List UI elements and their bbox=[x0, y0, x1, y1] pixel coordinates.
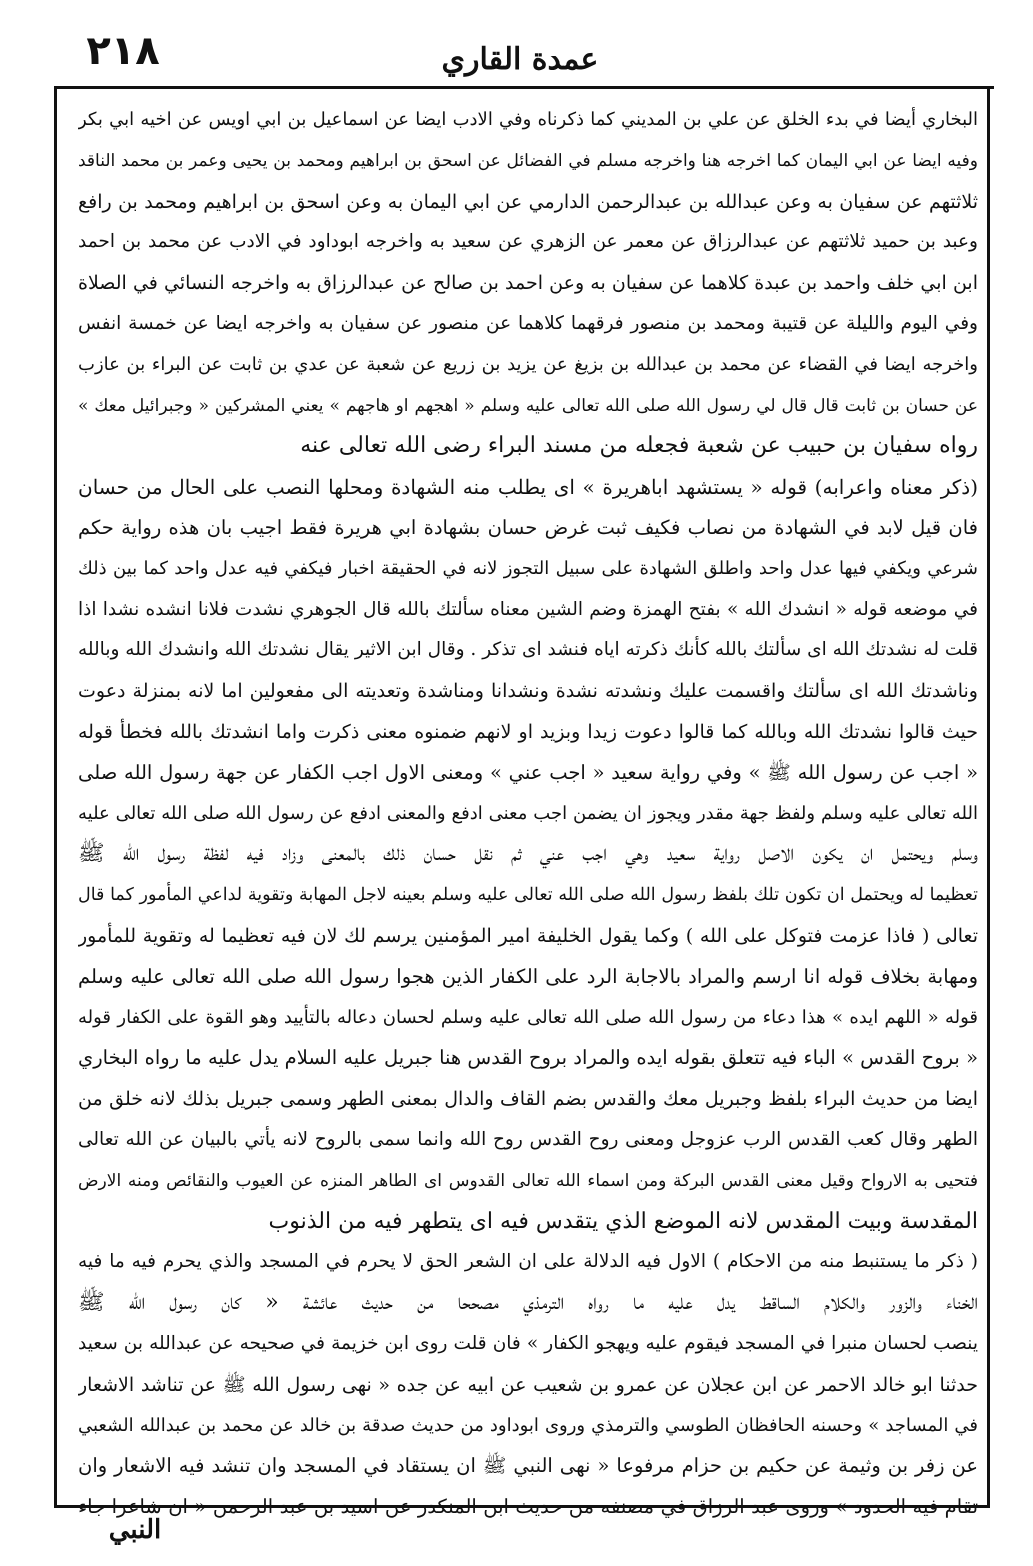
text-line: فان قيل لابد في الشهادة من نصاب فكيف ثبت غرض حسان بشهادة ابي هريرة فقط اجيب بان هذه رواية حكم bbox=[78, 515, 978, 539]
text-line: المقدسة وبيت المقدس لانه الموضع الذي يتقدس فيه اى يتطهر فيه من الذنوب bbox=[268, 1208, 978, 1234]
text-line: الخناء والزور والكلام الساقط يدل عليه ما رواه الترمذي مصححا من حديث عائشة « كان رسول الله ﷺ bbox=[78, 1290, 978, 1316]
text-line: وفيه ايضا عن ابي اليمان كما اخرجه هنا واخرجه مسلم في الفضائل عن اسحق بن ابراهيم ومحمد بن يحيى وعمر بن محمد الناقد bbox=[78, 150, 978, 171]
text-line: تقام فيه الحدود » وروى عبد الرزاق في مصنفه من حديث ابن المنكدر عن اسيد بن عبد الرحمن « ان شاعرا جاء bbox=[78, 1495, 978, 1519]
text-line: عن زفر بن وثيمة عن حكيم بن حزام مرفوعا « نهى النبي ﷺ ان يستقاد في المسجد وان تنشد فيه الاشعار وان bbox=[78, 1454, 978, 1478]
text-line: شرعي ويكفي فيها عدل واحد واطلق الشهادة على سبيل التجوز لانه في الحقيقة اخبار فيكفي فيه عدل واحد كما بين ذلك bbox=[78, 557, 978, 579]
text-line: في موضعه قوله « انشدك الله » بفتح الهمزة وضم الشين معناه سألتك بالله قال الجوهري نشدت فلانا انشده نشدا اذا bbox=[78, 598, 978, 620]
text-line: الطهر وقال كعب القدس الرب عزوجل ومعنى روح القدس روح الله وانما سمى بالروح لانه يأتي بالبيان عن الله تعالى bbox=[78, 1128, 978, 1150]
text-line: وناشدتك الله اى سألتك واقسمت عليك ونشدته نشدة ونشدانا ومناشدة وتعديته الى مفعولين اما لانه بمنزلة دعوت bbox=[78, 680, 978, 703]
text-line: ابن ابي خلف واحمد بن عبدة كلاهما عن سفيان به وعن احمد بن صالح عن عبدالرزاق به واخرجه النسائي في الصلاة bbox=[78, 272, 978, 295]
text-line: عن حسان بن ثابت قال قال لي رسول الله صلى الله تعالى عليه وسلم « اهجهم او هاجهم » يعني المشركين « وجبرائيل معك » bbox=[78, 395, 978, 416]
text-line: « بروح القدس » الباء فيه تتعلق بقوله ايده والمراد بروح القدس هنا جبريل عليه السلام يدل عليه ما رواه البخاري bbox=[78, 1046, 978, 1070]
text-line: حيث قالوا نشدتك الله وبالله كما قالوا دعوت زيدا وبزيد او لانهم ضمنوه معنى ذكرت واما انشدتك بالله فخطأ قوله bbox=[78, 720, 978, 743]
text-line: وعبد بن حميد ثلاثتهم عن عبدالرزاق عن معمر عن الزهري عن سعيد به واخرجه ابوداود في الادب عن محمد بن احمد bbox=[78, 231, 978, 253]
text-line: ينصب لحسان منبرا في المسجد فيقوم عليه ويهجو الكفار » فان قلت روى ابن خزيمة في صحيحه عن عبدالله بن سعيد bbox=[78, 1332, 978, 1354]
body-text bbox=[78, 100, 978, 1528]
text-line: قلت له نشدتك الله اى سألتك بالله كأنك ذكرته اياه فنشد اى تذكر . وقال ابن الاثير يقال نشدتك الله وانشدك الله وبالله bbox=[78, 639, 978, 661]
text-line: وفي اليوم والليلة عن قتيبة ومحمد بن منصور فرقهما كلاهما عن منصور عن سفيان به واخرجه ايضا عن خمسة انفس bbox=[78, 312, 978, 334]
text-line: (ذكر معناه واعرابه) قوله « يستشهد اباهريرة » اى يطلب منه الشهادة ومحلها النصب على الحال من حسان bbox=[78, 475, 978, 500]
text-line: تعظيما له ويحتمل ان تكون تلك بلفظ رسول الله صلى الله تعالى عليه وسلم بعينه لاجل المهابة وتقوية لداعي المأمور كما قال bbox=[78, 885, 978, 906]
text-line: ومهابة بخلاف قوله انا ارسم والمراد بالاجابة الرد على الكفار الذين هجوا رسول الله صلى الله تعالى عليه وسلم bbox=[78, 964, 978, 988]
catchword: النبي bbox=[108, 1515, 162, 1545]
text-line: « اجب عن رسول الله ﷺ » وفي رواية سعيد « اجب عني » ومعنى الاول اجب الكفار عن جهة رسول الله صلى bbox=[78, 760, 978, 784]
text-line: رواه سفيان بن حبيب عن شعبة فجعله من مسند البراء رضى الله تعالى عنه bbox=[300, 433, 978, 459]
text-line: واخرجه ايضا في القضاء عن محمد بن عبدالله بن بزيغ عن يزيد بن زريع عن شعبة عن عدي بن ثابت عن البراء بن عازب bbox=[78, 353, 978, 375]
text-line: وسلم ويحتمل ان يكون الاصل رواية سعيد وهي اجب عني ثم نقل حسان ذلك بالمعنى وزاد فيه لفظة رسول الله ﷺ bbox=[78, 841, 978, 867]
text-line: حدثنا ابو خالد الاحمر عن ابن عجلان عن عمرو بن شعيب عن ابيه عن جده « نهى رسول الله ﷺ عن تناشد الاشعار bbox=[78, 1373, 978, 1396]
page-number: ٢١٨ bbox=[86, 28, 160, 74]
text-line: قوله « اللهم ايده » هذا دعاء من رسول الله صلى الله تعالى عليه وسلم لحسان دعاله بالتأييد وهو القوة على الكفار قوله bbox=[78, 1006, 978, 1028]
text-line: الله تعالى عليه وسلم ولفظ جهة مقدر ويجوز ان يضمن اجب معنى ادفع والمعنى ادفع عن رسول الله صلى الله تعالى عليه bbox=[78, 802, 978, 824]
text-line: تعالى ( فاذا عزمت فتوكل على الله ) وكما يقول الخليفة امير المؤمنين يرسم لك لان فيه تعظيما له وتقوية للمأمور bbox=[78, 924, 978, 947]
text-line: البخاري أيضا في بدء الخلق عن علي بن المديني كما ذكرناه وفي الادب ايضا عن اسماعيل بن ابي اويس عن اخيه ابي بكر bbox=[78, 109, 978, 130]
running-title: عمدة القاري bbox=[441, 42, 599, 77]
text-line: ثلاثتهم عن سفيان به وعن عبدالله بن عبدالرحمن الدارمي عن ابي اليمان به وعن اسحق بن ابراهيم ومحمد بن رافع bbox=[78, 190, 978, 213]
text-line: فتحيى به الارواح وقيل معنى القدس البركة ومن اسماء الله تعالى القدوس اى الطاهر المنزه عن العيوب والنقائص ومنه الارض bbox=[78, 1170, 978, 1191]
text-line: ( ذكر ما يستنبط منه من الاحكام ) الاول فيه الدلالة على ان الشعر الحق لا يحرم في المسجد والذي يحرم فيه ما فيه bbox=[78, 1251, 978, 1273]
text-line: في المساجد » وحسنه الحافظان الطوسي والترمذي وروى ابوداود من حديث صدقة بن خالد عن محمد بن عبدالله الشعبي bbox=[78, 1414, 978, 1436]
text-line: ايضا من حديث البراء بلفظ وجبريل معك والقدس بضم القاف والدال بمعنى الطهر وسمى جبريل بذلك لانه خلق من bbox=[78, 1088, 978, 1111]
